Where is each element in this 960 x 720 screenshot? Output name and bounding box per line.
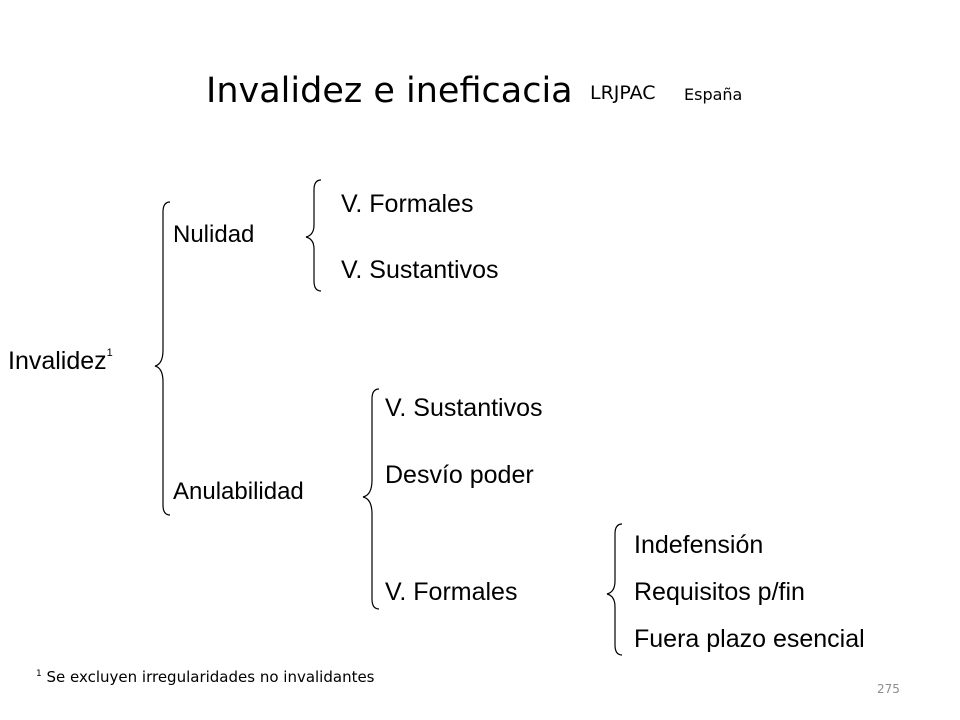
- formales-brace: [607, 524, 622, 655]
- node-invalidez: [8, 349, 113, 374]
- nulidad-brace: [306, 180, 321, 291]
- node-invalidez-label: Invalidez: [8, 347, 107, 375]
- node-nulidad: Nulidad: [173, 221, 255, 248]
- node-requisitos: Requisitos p/fin: [634, 578, 805, 606]
- node-indefension: Indefensión: [634, 531, 764, 559]
- node-anulabilidad-sustantivos: V. Sustantivos: [385, 394, 543, 422]
- node-anulabilidad-desvio: Desvío poder: [385, 461, 534, 489]
- anulabilidad-brace: [363, 389, 379, 609]
- root-brace: [155, 202, 170, 515]
- node-anulabilidad: Anulabilidad: [173, 478, 304, 505]
- footnote: [36, 670, 375, 685]
- footnote-number: 1: [36, 669, 42, 679]
- title-subtitle-law: LRJPAC: [590, 82, 656, 104]
- page-number: 275: [877, 682, 900, 696]
- node-anulabilidad-formales: V. Formales: [385, 578, 518, 606]
- title-subtitle-country: España: [684, 85, 743, 104]
- footnote-text: Se excluyen irregularidades no invalidantes: [46, 668, 375, 686]
- node-fuera-plazo: Fuera plazo esencial: [634, 625, 865, 653]
- footnote-mark: 1: [106, 347, 113, 359]
- node-nulidad-sustantivos: V. Sustantivos: [341, 256, 499, 284]
- node-nulidad-formales: V. Formales: [341, 190, 474, 218]
- slide-title: Invalidez e ineficacia: [206, 71, 573, 111]
